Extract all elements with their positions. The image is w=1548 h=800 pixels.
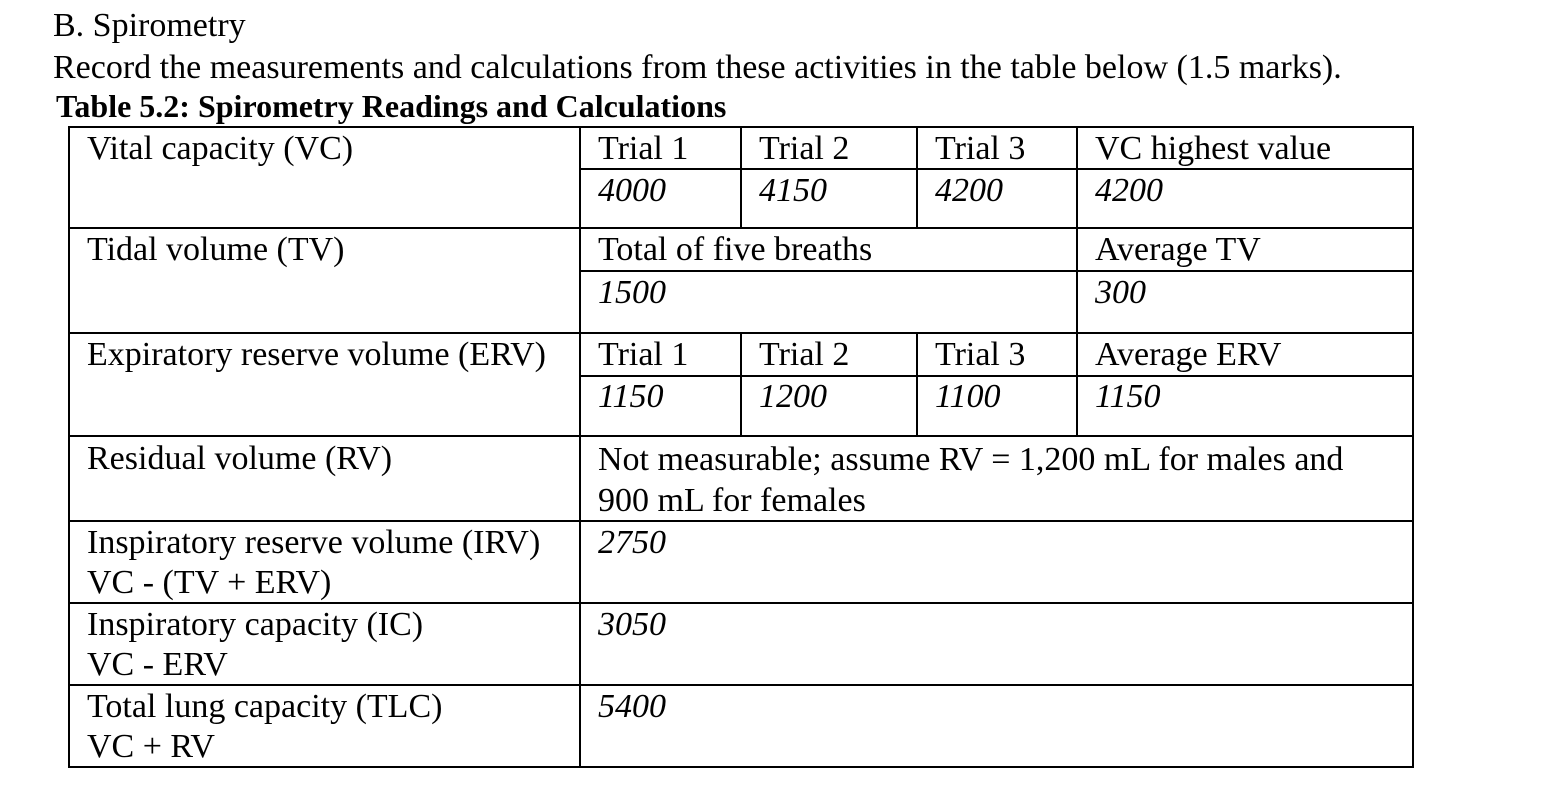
- erv-header-trial-2: Trial 2: [759, 336, 850, 373]
- cell-divider: [1076, 227, 1078, 332]
- row-divider: [68, 435, 1414, 437]
- table-caption: Table 5.2: Spirometry Readings and Calculations: [56, 88, 727, 124]
- row-divider: [68, 684, 1414, 686]
- vc-header-trial-3: Trial 3: [935, 130, 1026, 167]
- tlc-value: 5400: [598, 688, 666, 725]
- tv-total-header: Total of five breaths: [598, 231, 873, 268]
- tv-avg-value: 300: [1095, 274, 1146, 311]
- erv-label: Expiratory reserve volume (ERV): [87, 336, 546, 373]
- cell-divider: [916, 332, 918, 435]
- irv-label: Inspiratory reserve volume (IRV): [87, 524, 541, 561]
- rv-label: Residual volume (RV): [87, 440, 393, 477]
- ic-formula: VC - ERV: [87, 646, 228, 683]
- irv-formula: VC - (TV + ERV): [87, 564, 332, 601]
- column-divider: [579, 126, 581, 768]
- cell-divider: [916, 126, 918, 227]
- erv-value-trial-1: 1150: [598, 378, 664, 415]
- vc-value-trial-3: 4200: [935, 172, 1003, 209]
- vc-header-trial-2: Trial 2: [759, 130, 850, 167]
- instructions: Record the measurements and calculations from these activities in the table below (1.5 marks).: [53, 49, 1342, 86]
- tv-avg-header: Average TV: [1095, 231, 1261, 268]
- cell-divider: [740, 332, 742, 435]
- erv-value-average: 1150: [1095, 378, 1161, 415]
- cell-divider: [1076, 332, 1078, 435]
- rv-note: Not measurable; assume RV = 1,200 mL for males and 900 mL for females: [598, 441, 1344, 519]
- erv-header-trial-1: Trial 1: [598, 336, 689, 373]
- subrow-divider: [579, 270, 1414, 272]
- cell-divider: [1076, 126, 1078, 227]
- vc-header-trial-1: Trial 1: [598, 130, 689, 167]
- ic-value: 3050: [598, 606, 666, 643]
- tlc-label: Total lung capacity (TLC): [87, 688, 443, 725]
- vc-label: Vital capacity (VC): [87, 130, 354, 167]
- ic-label: Inspiratory capacity (IC): [87, 606, 424, 643]
- erv-value-trial-3: 1100: [935, 378, 1001, 415]
- section-heading: B. Spirometry: [53, 7, 246, 44]
- tlc-formula: VC + RV: [87, 728, 215, 765]
- vc-value-trial-2: 4150: [759, 172, 827, 209]
- vc-header-highest: VC highest value: [1095, 130, 1332, 167]
- vc-value-highest: 4200: [1095, 172, 1163, 209]
- tv-total-value: 1500: [598, 274, 666, 311]
- erv-header-average: Average ERV: [1095, 336, 1282, 373]
- erv-value-trial-2: 1200: [759, 378, 827, 415]
- row-divider: [68, 227, 1414, 229]
- vc-value-trial-1: 4000: [598, 172, 666, 209]
- cell-divider: [740, 126, 742, 227]
- irv-value: 2750: [598, 524, 666, 561]
- tv-label: Tidal volume (TV): [87, 231, 345, 268]
- erv-header-trial-3: Trial 3: [935, 336, 1026, 373]
